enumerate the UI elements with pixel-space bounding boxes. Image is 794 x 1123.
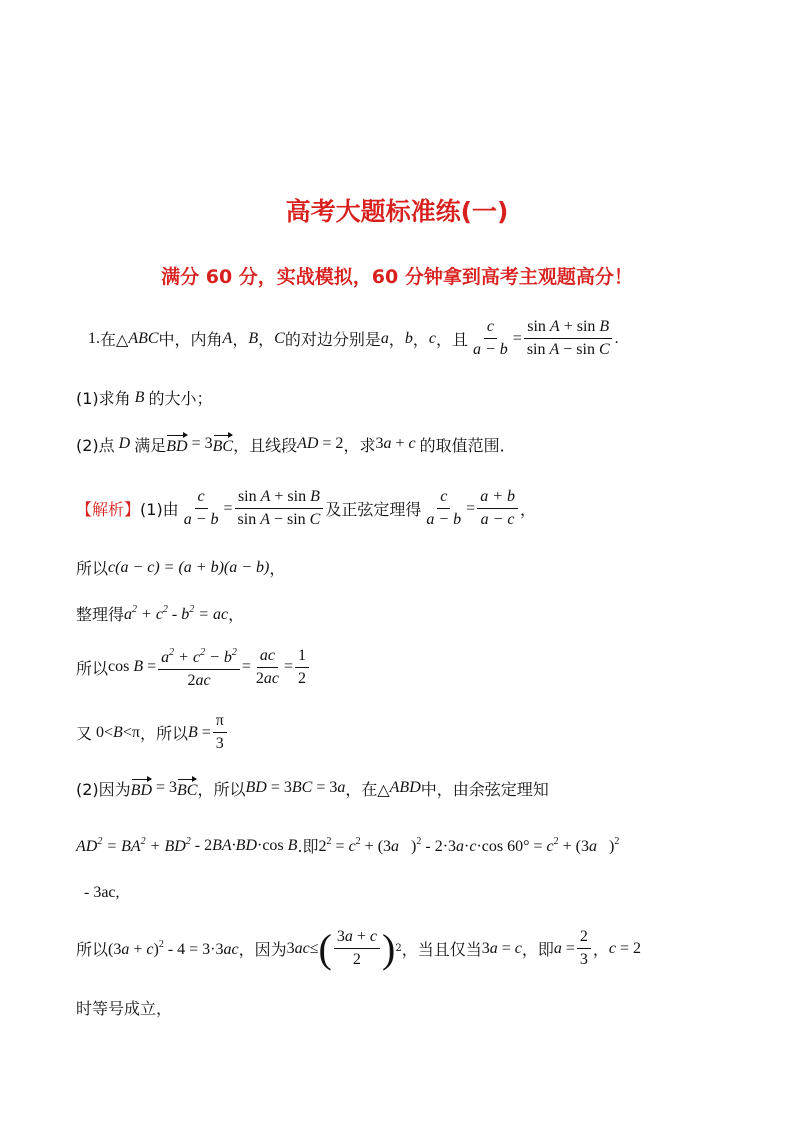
solution-line-5: 又 0<B<π ，所以 B = $\frac{\pi}{3}$ (76, 712, 229, 753)
solution-line-7: $AD^2 = BA^2 + BD^2$ - 2BA·BD·cos B .即 $2^2 = c^2 + (3a$ )$^2$ - 2·3a·c·cos $60^\circ = c^2 + (3a$ )$^2$ (76, 835, 620, 856)
solution-line-1: 【解析】 (1)由 $\frac{c}{a - b}$ = $\frac{\text{sin A + sin B}}{\text{sin A − sin C}}$ 及正弦定理得 $\frac{c}{a - b}$ = $\frac{a + b}{a - c}$ ， (76, 488, 536, 528)
page-title: 高考大题标准练(一) (285, 197, 509, 226)
question-part-2: (2)点 D 满足 BD = 3 BC ，且线段 AD = 2 ，求 3a + c 的取值范围． (76, 432, 516, 456)
fraction: $\frac{c}{a - b}$ (472, 318, 508, 358)
page-subtitle: 满分 60 分，实战模拟，60 分钟拿到高考主观题高分！ (161, 266, 633, 288)
solution-line-3: 整理得 $a^2 + c^2 - b^2$ = ac ， (76, 603, 245, 624)
solution-line-8: - 3ac, (84, 884, 120, 901)
solution-line-10: 时等号成立， (76, 999, 173, 1018)
solution-line-2: 所以 c(a − c) = (a + b)(a − b) ， (76, 558, 286, 578)
solution-line-6: (2)因为 BD = 3 BC ，所以 BD = 3BC = 3a ，在△ ABD 中，由余弦定理知 (76, 776, 549, 800)
solution-label: 【解析】 (76, 500, 141, 519)
fraction: $\frac{\text{sin A + sin B}}{\text{sin A − sin C}}$ (524, 318, 613, 359)
problem-statement: 1. 在△ ABC 中，内角 A ， B ， C 的对边分别是 a ， b ， c ，且 $\frac{c}{a - b}$ = $\frac{\text{sin A + sin B}}{\text{sin A − sin C}}$ . (88, 318, 619, 358)
solution-line-9: 所以 $(3a + c)^2 - 4 = 3\cdot 3ac$ ，因为 3ac≤ ( $\frac{3a + c}{2}$ ) 2 ，当且仅当 3a = c ，即 a = $\frac{2}{3}$ ， c = 2 (76, 925, 642, 971)
question-part-1: (1)求角 B 的大小； (76, 388, 213, 408)
solution-line-4: 所以 cos B = $\frac{a^2 + c^2 - b^2}{2ac}$ = $\frac{ac}{2ac}$ = $\frac{1}{2}$ (76, 644, 311, 690)
